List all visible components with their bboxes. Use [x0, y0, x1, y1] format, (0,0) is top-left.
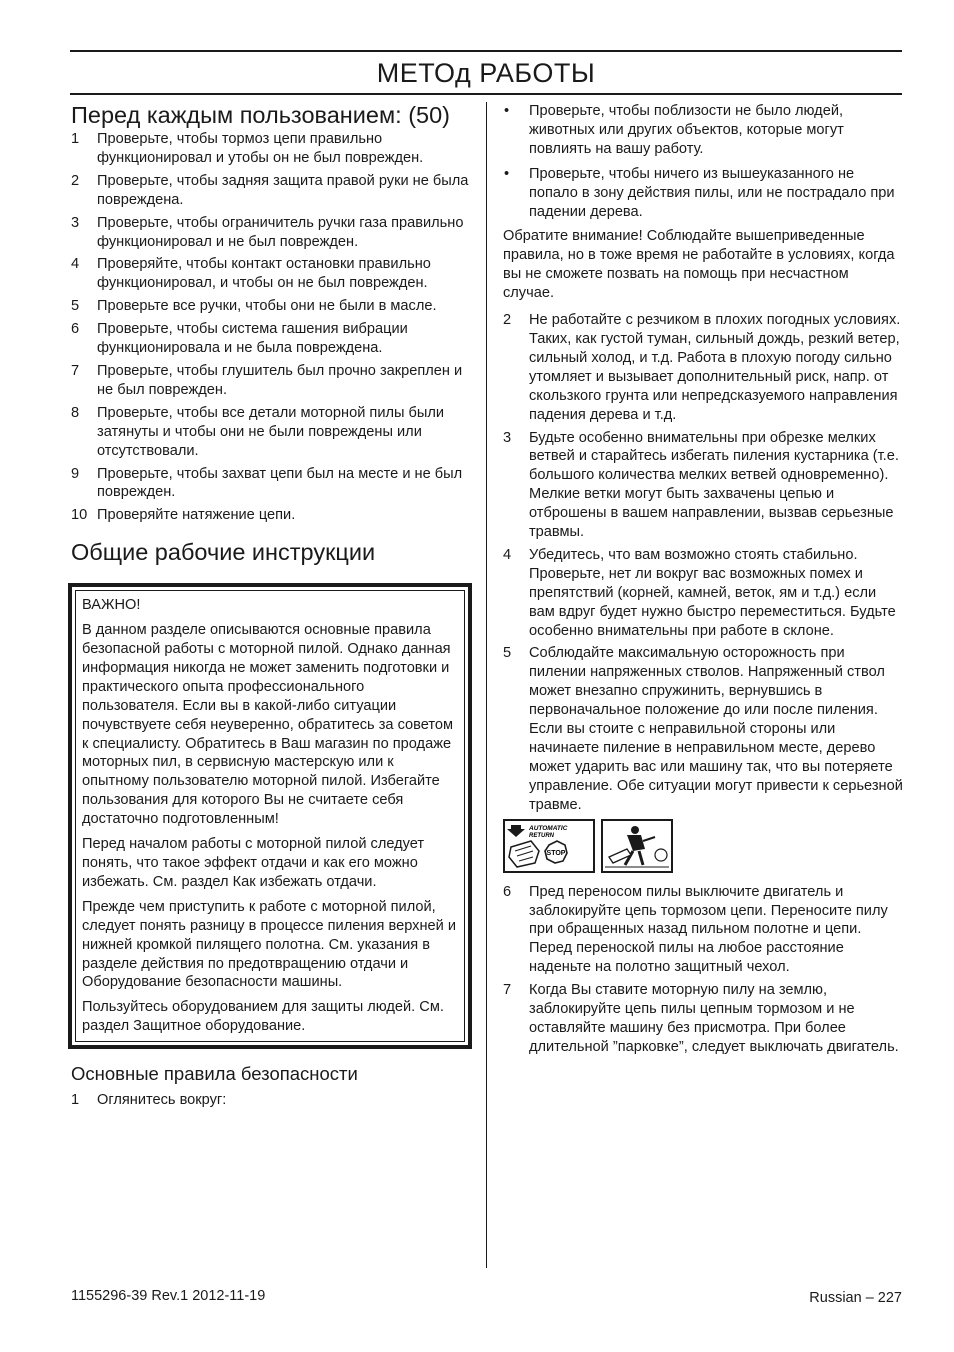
important-paragraph: Прежде чем приступить к работе с моторной пилой, следует понять разницу в процессе пиления верхней и нижней кромкой пилящего полотна. См. указания в разделе действия по предотвращению отдачи и Оборудование безопасности машины.: [82, 898, 456, 991]
general-heading: Общие рабочие инструкции: [71, 539, 376, 566]
pictogram-row: [503, 819, 903, 873]
list-item-number: 2: [503, 312, 512, 329]
list-item: [71, 404, 471, 461]
list-item: [71, 172, 471, 210]
stop-sign-icon: [545, 841, 567, 863]
list-item: [503, 429, 903, 542]
list-item-text: Пред переносом пилы выключите двигатель и заблокируйте цепь тормозом цепи. Переносите пилу при обращенных назад пильном полотне и цепи. Перед переноской пилы на любое расстояние наденьте на полотно защитный чехол.: [529, 883, 888, 976]
list-item-text: Соблюдайте максимальную осторожность при пилении напряженных стволов. Напряженный ствол может внезапно спружинить, вернувшись в первоначальное положение до или после пиления. Если вы стоите с неправильной стороны или начинаете пиление в неправильном месте, дерево может ударить вас или машину так, что вы потеряете управление. Обе ситуации могут привести к серьезной травме.: [529, 645, 903, 813]
list-item-number: 4: [503, 546, 512, 563]
important-label: ВАЖНО!: [82, 597, 141, 614]
basic-rules-list: [71, 1091, 471, 1110]
attention-note: Обратите внимание! Соблюдайте вышеприведенные правила, но в тоже время не работайте в условиях, когда вы не сможете позвать на помощь при несчастном случае.: [503, 228, 895, 302]
list-item: [503, 981, 903, 1057]
list-item-number: 6: [71, 321, 80, 338]
list-item: [71, 214, 471, 252]
bullet-text: Проверьте, чтобы поблизости не было людей, животных или других объектов, которые могут повлиять на вашу работу.: [529, 103, 844, 157]
list-item-number: 4: [71, 256, 80, 273]
list-item-text: Проверьте, чтобы тормоз цепи правильно функционировал и утобы он не был поврежден.: [97, 131, 424, 166]
header-rule-top: [70, 50, 902, 52]
bullet-icon: •: [504, 165, 510, 182]
list-item-text: Проверьте все ручки, чтобы они не были в масле.: [97, 298, 437, 315]
before-use-list: [71, 130, 471, 525]
list-item-text: Проверьте, чтобы задняя защита правой руки не была повреждена.: [97, 172, 469, 208]
list-item-text: Проверяйте натяжение цепи.: [97, 507, 296, 524]
chainsaw-shape-icon: [509, 841, 539, 867]
list-item-number: 3: [503, 429, 512, 446]
list-item-number: 8: [71, 404, 80, 421]
list-item-text: Проверьте, чтобы глушитель был прочно закреплен и не был поврежден.: [97, 362, 463, 398]
document-code: 1155296-39 Rev.1 2012-11-19: [71, 1288, 266, 1304]
left-column: [71, 102, 471, 1114]
right-column: [503, 102, 903, 1061]
important-notice-box: [68, 583, 472, 1049]
list-item: [71, 255, 471, 293]
list-item-number: 9: [71, 465, 80, 482]
list-item-number: 10: [71, 507, 88, 524]
bullet-item: [503, 165, 903, 222]
list-item-number: 5: [71, 298, 80, 315]
list-item: [503, 311, 903, 424]
list-item-number: 2: [71, 172, 80, 189]
list-item-number: 5: [503, 645, 512, 662]
return-label: RETURN: [529, 832, 554, 839]
list-item: [503, 644, 903, 814]
list-item-text: Оглянитесь вокруг:: [97, 1092, 227, 1109]
automatic-return-icon: [505, 821, 593, 871]
list-item-text: Проверьте, чтобы захват цепи был на месте и не был поврежден.: [97, 465, 463, 501]
page-number: Russian – 227: [809, 1290, 902, 1306]
carry-rules-list: [503, 883, 903, 1057]
safety-rules-list: [503, 311, 903, 815]
operator-stop-pictogram: [601, 819, 673, 873]
before-use-heading: Перед каждым пользованием: (50): [71, 102, 450, 128]
list-item-text: Когда Вы ставите моторную пилу на землю, заблокируйте цепь пилы цепным тормозом и не оставляйте машину без присмотра. При более длительной ”парковке”, следует выключать двигатель.: [529, 982, 899, 1055]
list-item-number: 6: [503, 883, 512, 900]
list-item: [71, 362, 471, 400]
operator-with-saw-icon: [603, 821, 671, 871]
list-item-text: Убедитесь, что вам возможно стоять стабильно. Проверьте, нет ли вокруг вас возможных помех и препятствий (корней, камней, веток, ям и т.д.) если вам вдруг будет нужно быстро переместиться. Будьте особенно внимательны при работе в склоне.: [529, 546, 896, 639]
list-item-text: Проверьте, чтобы ограничитель ручки газа правильно функционировал и не был поврежден.: [97, 214, 464, 250]
important-paragraph: Пользуйтесь оборудованием для защиты людей. См. раздел Защитное оборудование.: [82, 999, 444, 1035]
header-rule-bottom: [70, 93, 902, 95]
list-item: [503, 546, 903, 641]
list-item-text: Проверьте, чтобы система гашения вибрации функционировала и не была повреждена.: [97, 321, 408, 357]
bullet-text: Проверьте, чтобы ничего из вышеуказанного не попало в зону действия пилы, или не пострадало при падении дерева.: [529, 165, 895, 220]
bullet-icon: •: [504, 103, 510, 119]
column-divider: [486, 102, 487, 1268]
list-item-text: Будьте особенно внимательны при обрезке мелких ветвей и старайтесь избегать пиления кустарника (т.е. большого количества мелких ветвей одновременно). Мелкие ветки могут быть захвачены цепью и отброшены в вашем направлении, вызвав серьезные травмы.: [529, 429, 899, 541]
list-item-number: 7: [71, 362, 80, 379]
list-item: [71, 506, 471, 525]
important-paragraph: Перед началом работы с моторной пилой следует понять, что такое эффект отдачи и как его можно избежать. См. раздел Как избежать отдачи.: [82, 836, 425, 890]
list-item-number: 1: [71, 131, 80, 147]
list-item: [71, 130, 471, 168]
automatic-label: AUTOMATIC: [529, 824, 568, 832]
list-item-text: Проверяйте, чтобы контакт остановки правильно функционировал, и чтобы он не был поврежден.: [97, 256, 431, 292]
list-item: [71, 1091, 471, 1110]
important-paragraph: В данном разделе описываются основные правила безопасной работы с моторной пилой. Однако данная информация никогда не может заменить подготовки и практического опыта профессионального пользователя. Если вы в какой-либо ситуации почувствуете себя неуверенно, обратитесь за советом к специалисту. Обратитесь в Ваш магазин по продаже моторных пил, в сервисную мастерскую или к опытному пользователю моторной пилой. Избегайте пользования для которого Вы не считаете себя достаточно подготовленным!: [82, 622, 454, 828]
stop-label: STOP: [546, 849, 566, 857]
automatic-return-stop-pictogram: [503, 819, 595, 873]
list-item-number: 3: [71, 214, 80, 231]
list-item: [71, 465, 471, 503]
page-title: МЕТОд РАБОТЫ: [376, 58, 596, 88]
list-item: [503, 883, 903, 978]
list-item-number: 7: [503, 982, 512, 999]
list-item: [71, 297, 471, 316]
look-around-bullets: [503, 102, 903, 221]
bullet-item: [503, 102, 903, 159]
list-item-number: 1: [71, 1092, 80, 1109]
list-item-text: Проверьте, чтобы все детали моторной пилы были затянуты и чтобы они не были повреждены или отсутствовали.: [97, 404, 445, 459]
basic-rules-heading: Основные правила безопасности: [71, 1063, 358, 1085]
list-item: [71, 320, 471, 358]
list-item-text: Не работайте с резчиком в плохих погодных условиях. Таких, как густой туман, сильный дождь, резкий ветер, сильный холод, и т.д. Работа в плохую погоду сильно утомляет и вызывает дополнительный риск, напр. от скользкого грунта или непредсказуемого направления падения дерева и т.д.: [529, 312, 901, 423]
